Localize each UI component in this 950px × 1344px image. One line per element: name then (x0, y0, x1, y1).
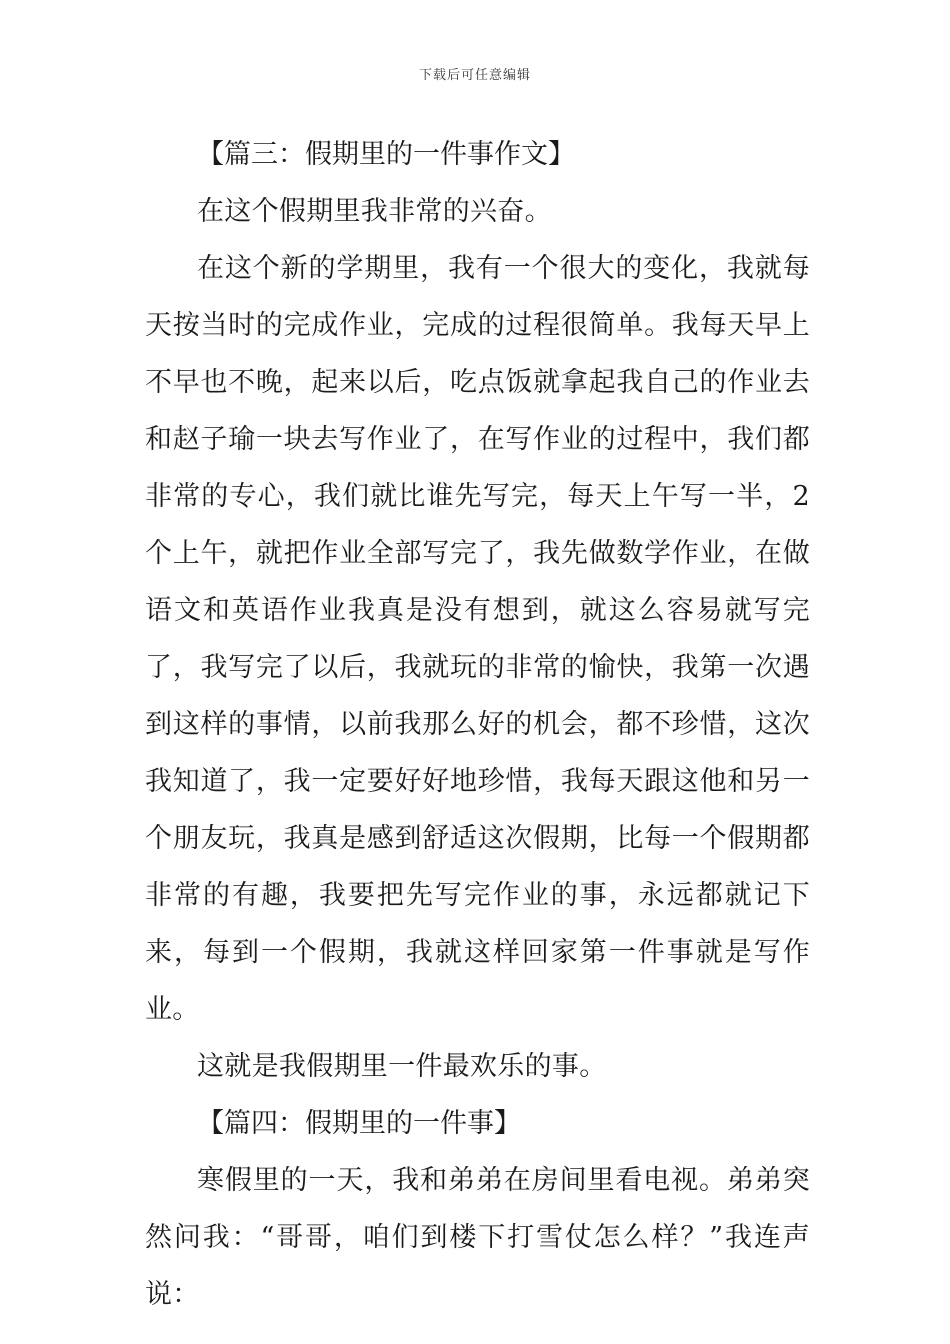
paragraph: 在这个新的学期里，我有一个很大的变化，我就每天按当时的完成作业，完成的过程很简单。我每天早上不早也不晚，起来以后，吃点饭就拿起我自己的作业去和赵子瑜一块去写作业了，在写作业的过程中，我们都非常的专心，我们就比谁先写完，每天上午写一半，2个上午，就把作业全部写完了，我先做数学作业，在做语文和英语作业我真是没有想到，就这么容易就写完了，我写完了以后，我就玩的非常的愉快，我第一次遇到这样的事情，以前我那么好的机会，都不珍惜，这次我知道了，我一定要好好地珍惜，我每天跟这他和另一个朋友玩，我真是感到舒适这次假期，比每一个假期都非常的有趣，我要把先写完作业的事，永远都就记下来，每到一个假期，我就这样回家第一件事就是写作业。 (145, 253, 810, 1025)
paragraph: 寒假里的一天，我和弟弟在房间里看电视。弟弟突然问我：“哥哥，咱们到楼下打雪仗怎么样？”我连声说： (145, 1165, 810, 1310)
paragraph: 在这个假期里我非常的兴奋。 (197, 196, 552, 227)
section-heading-3: 【篇三：假期里的一件事作文】 (197, 139, 575, 170)
paragraph: 这就是我假期里一件最欢乐的事。 (197, 1051, 607, 1082)
document-body (145, 126, 810, 1323)
section-heading-4: 【篇四：假期里的一件事】 (197, 1108, 521, 1139)
page-header-note: 下载后可任意编辑 (418, 68, 531, 83)
